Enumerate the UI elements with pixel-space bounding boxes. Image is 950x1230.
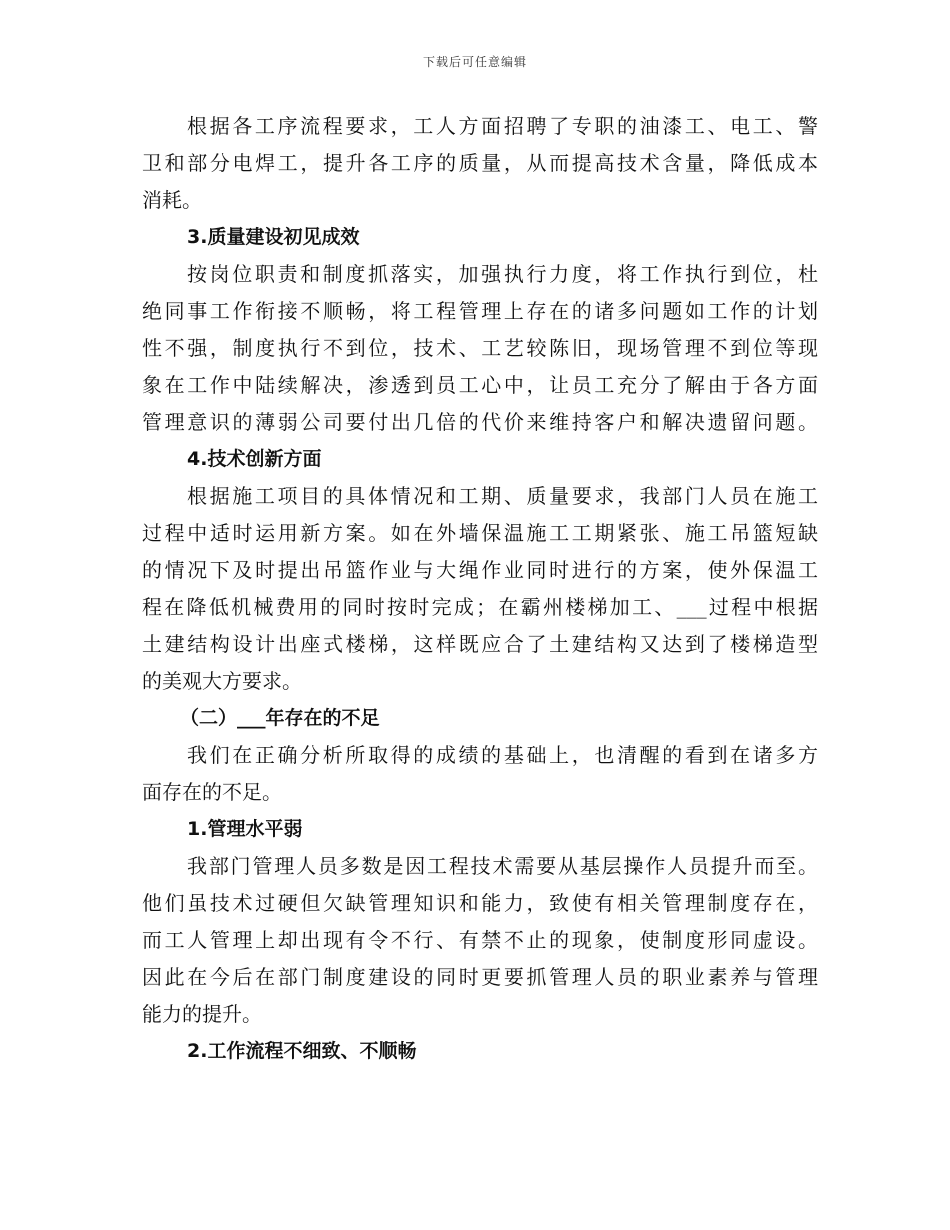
paragraph-line: 程在降低机械费用的同时按时完成；在霸州楼梯加工、___过程中根据	[142, 595, 818, 619]
paragraph-line: 他们虽技术过硬但欠缺管理知识和能力，致使有相关管理制度存在，	[142, 891, 818, 915]
paragraph-line: 过程中适时运用新方案。如在外墙保温施工工期紧张、施工吊篮短缺	[142, 521, 818, 545]
paragraph-line: 根据施工项目的具体情况和工期、质量要求，我部门人员在施工	[187, 484, 818, 508]
paragraph-line: 消耗。	[142, 188, 202, 212]
paragraph-line: 的情况下及时提出吊篮作业与大绳作业同时进行的方案，使外保温工	[142, 558, 818, 582]
paragraph-line: 根据各工序流程要求，工人方面招聘了专职的油漆工、电工、警	[187, 114, 818, 138]
paragraph-line: 按岗位职责和制度抓落实，加强执行力度，将工作执行到位，杜	[187, 262, 818, 286]
subsection-title: （二）___年存在的不足	[180, 707, 380, 729]
section-heading: 1.管理水平弱	[187, 818, 303, 840]
page-header: 下载后可任意编辑	[422, 55, 527, 69]
paragraph-line: 卫和部分电焊工，提升各工序的质量，从而提高技术含量，降低成本	[142, 151, 818, 175]
section-heading: 4.技术创新方面	[187, 448, 322, 470]
document-body	[142, 108, 818, 1070]
paragraph-line: 的美观大方要求。	[142, 669, 302, 693]
paragraph-line: 象在工作中陆续解决，渗透到员工心中，让员工充分了解由于各方面	[142, 373, 818, 397]
paragraph-line: 我部门管理人员多数是因工程技术需要从基层操作人员提升而至。	[187, 854, 818, 878]
paragraph-line: 而工人管理上却出现有令不行、有禁不止的现象，使制度形同虚设。	[142, 928, 818, 952]
paragraph-line: 面存在的不足。	[142, 780, 282, 804]
paragraph-line: 性不强，制度执行不到位，技术、工艺较陈旧，现场管理不到位等现	[142, 336, 818, 360]
paragraph-line: 因此在今后在部门制度建设的同时更要抓管理人员的职业素养与管理	[142, 965, 818, 989]
paragraph-line: 管理意识的薄弱公司要付出几倍的代价来维持客户和解决遗留问题。	[142, 410, 818, 434]
paragraph-line: 我们在正确分析所取得的成绩的基础上，也清醒的看到在诸多方	[187, 743, 818, 767]
paragraph-line: 能力的提升。	[142, 1002, 262, 1026]
section-heading: 2.工作流程不细致、不顺畅	[187, 1040, 417, 1062]
paragraph-line: 绝同事工作衔接不顺畅，将工程管理上存在的诸多问题如工作的计划	[142, 299, 818, 323]
paragraph-line: 土建结构设计出座式楼梯，这样既应合了土建结构又达到了楼梯造型	[142, 632, 818, 656]
section-heading: 3.质量建设初见成效	[187, 226, 360, 248]
